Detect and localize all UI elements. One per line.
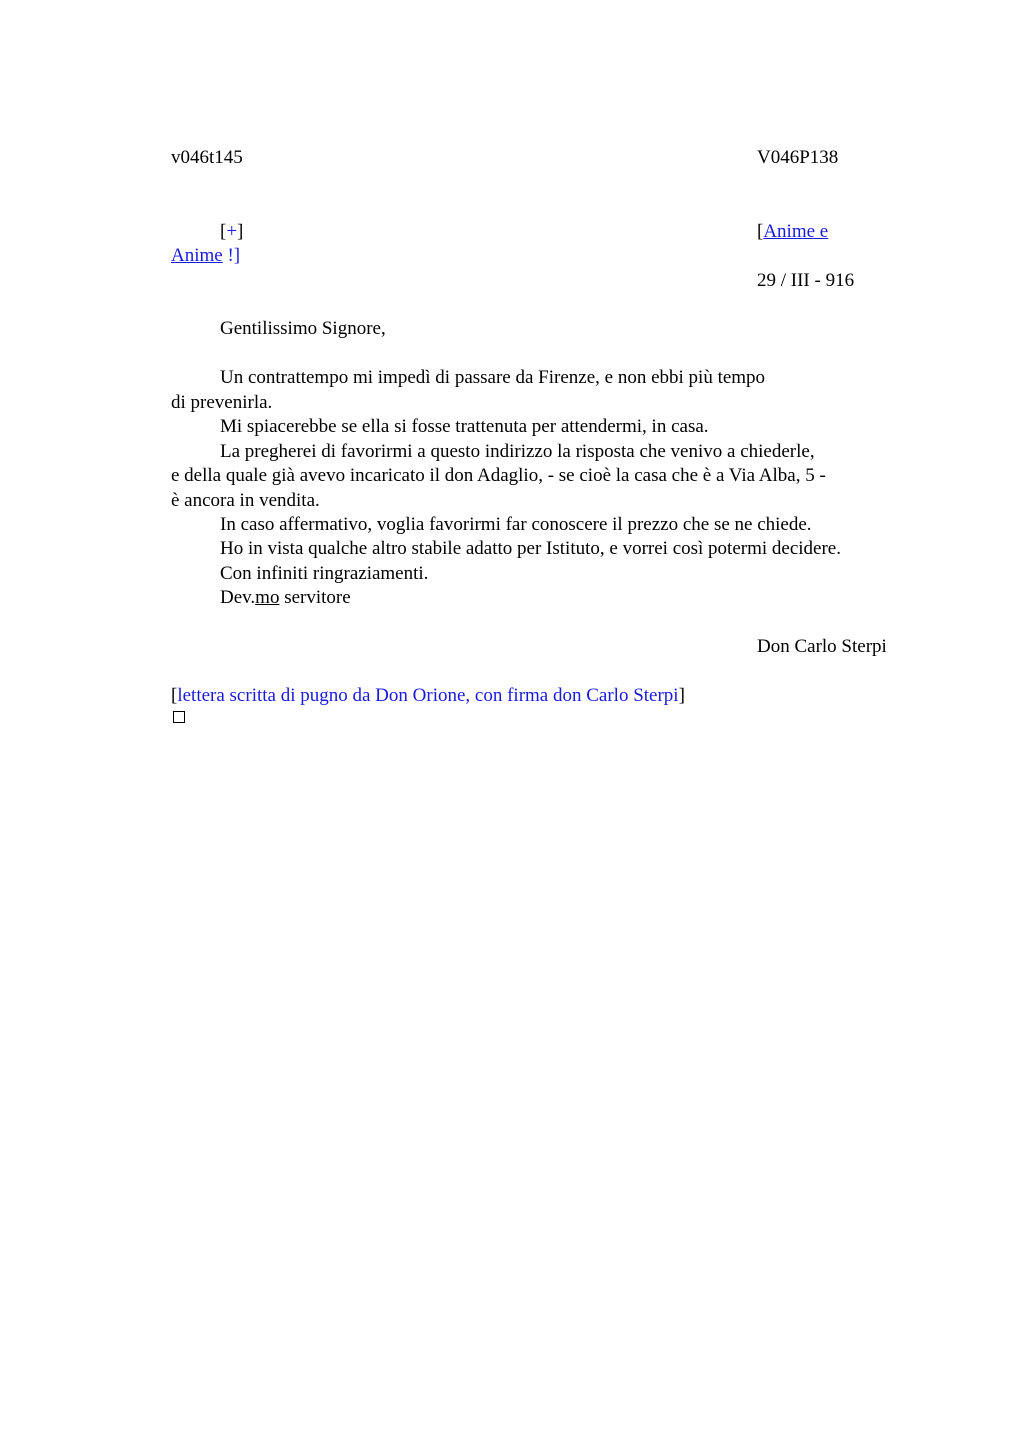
body-line-5: e della quale già avevo incaricato il don Adaglio, - se cioè la casa che è a Via Alba, 5 -	[171, 465, 826, 486]
anime-link[interactable]: Anime	[171, 245, 223, 266]
body-line-1: Un contrattempo mi impedì di passare da Firenze, e non ebbi più tempo	[220, 367, 766, 388]
editorial-note	[171, 684, 685, 708]
bracket-close: ]	[237, 221, 244, 242]
checkbox-square-icon	[173, 711, 185, 723]
body-line-7: In caso affermativo, voglia favorirmi far conoscere il prezzo che se ne chiede.	[220, 514, 812, 535]
body-line-9: Con infiniti ringraziamenti.	[220, 563, 429, 584]
body-line-3: Mi spiacerebbe se ella si fosse trattenuta per attendermi, in casa.	[220, 416, 709, 437]
body-line-6: è ancora in vendita.	[171, 490, 320, 511]
ref-left-line1	[220, 220, 243, 244]
document-code-left: v046t145	[171, 147, 243, 168]
body-line-4: La pregherei di favorirmi a questo indirizzo la risposta che venivo a chiederle,	[220, 441, 815, 462]
bracket-open-right: [	[757, 221, 764, 242]
bracket-open: [	[220, 221, 227, 242]
note-bracket-close: ]	[678, 685, 685, 706]
signature: Don Carlo Sterpi	[757, 636, 887, 657]
note-bracket-open: [	[171, 685, 178, 706]
closing-prefix: Dev.	[220, 587, 256, 608]
anime-e-link[interactable]: Anime e	[763, 221, 829, 242]
note-text: lettera scritta di pugno da Don Orione, con firma don Carlo Sterpi	[177, 685, 679, 706]
ref-left-tail: !]	[222, 245, 241, 266]
closing-mo: mo	[255, 587, 280, 608]
body-line-8: Ho in vista qualche altro stabile adatto per Istituto, e vorrei così potermi decidere.	[220, 538, 841, 559]
document-code-right: V046P138	[757, 147, 839, 168]
body-line-2: di prevenirla.	[171, 392, 273, 413]
plus-link[interactable]: +	[226, 221, 238, 242]
ref-right	[757, 220, 828, 244]
ref-left-line2	[171, 244, 240, 268]
letter-date: 29 / III - 916	[757, 270, 855, 291]
closing	[220, 586, 351, 610]
closing-suffix: servitore	[279, 587, 351, 608]
salutation: Gentilissimo Signore,	[220, 318, 386, 339]
